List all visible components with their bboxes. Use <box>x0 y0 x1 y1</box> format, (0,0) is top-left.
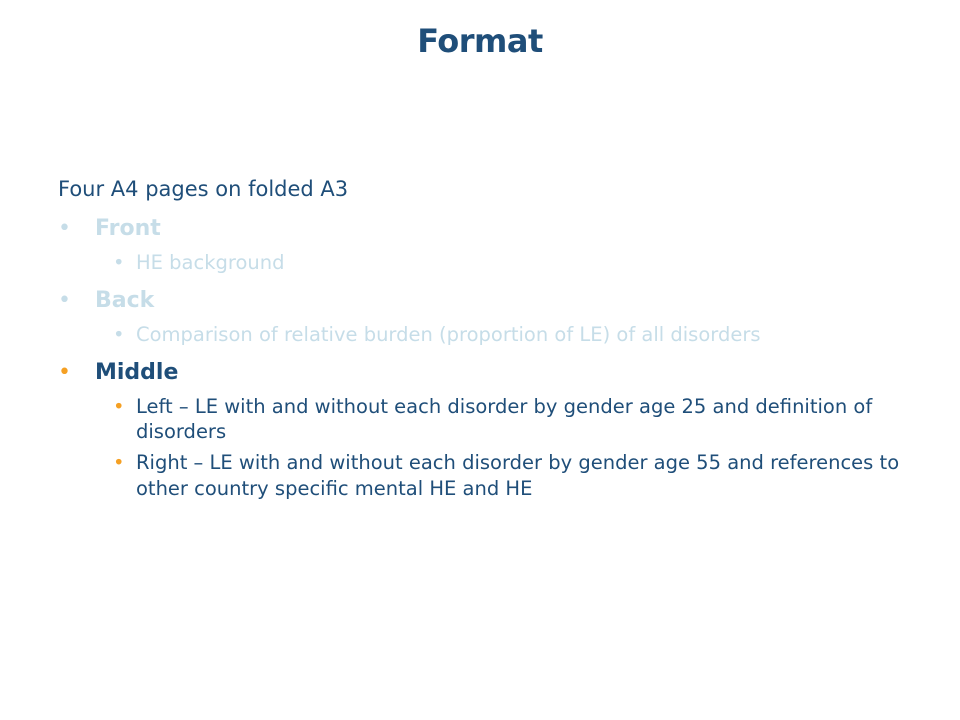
section-front-label: Front <box>95 216 161 242</box>
bullet-icon: • <box>113 451 125 475</box>
section-back-item-text: Comparison of relative burden (proportion of LE) of all disorders <box>136 322 761 346</box>
section-back-label: Back <box>95 288 155 314</box>
intro-text: Four A4 pages on folded A3 <box>58 177 349 201</box>
section-middle-item-left-text: Left – LE with and without each disorder by gender age 25 and definition of disorders <box>136 394 873 444</box>
section-middle-label: Middle <box>95 360 179 386</box>
section-middle-item-right-text: Right – LE with and without each disorder by gender age 55 and references to other country specific mental HE and HE <box>136 451 900 500</box>
section-middle <box>58 359 908 388</box>
section-middle-item-left <box>58 394 908 445</box>
section-back <box>58 287 908 316</box>
slide-title: Format <box>417 22 543 60</box>
bullet-icon: • <box>113 250 125 274</box>
slide-content <box>58 176 908 501</box>
bullet-icon: • <box>113 394 125 418</box>
section-back-item <box>58 322 908 347</box>
section-front-item <box>58 250 908 275</box>
bullet-icon: • <box>113 322 125 346</box>
bullet-icon: • <box>58 288 71 314</box>
bullet-icon: • <box>58 216 71 242</box>
section-middle-item-right <box>58 450 908 501</box>
bullet-icon: • <box>58 360 71 386</box>
section-front <box>58 215 908 244</box>
section-front-item-text: HE background <box>136 250 285 274</box>
